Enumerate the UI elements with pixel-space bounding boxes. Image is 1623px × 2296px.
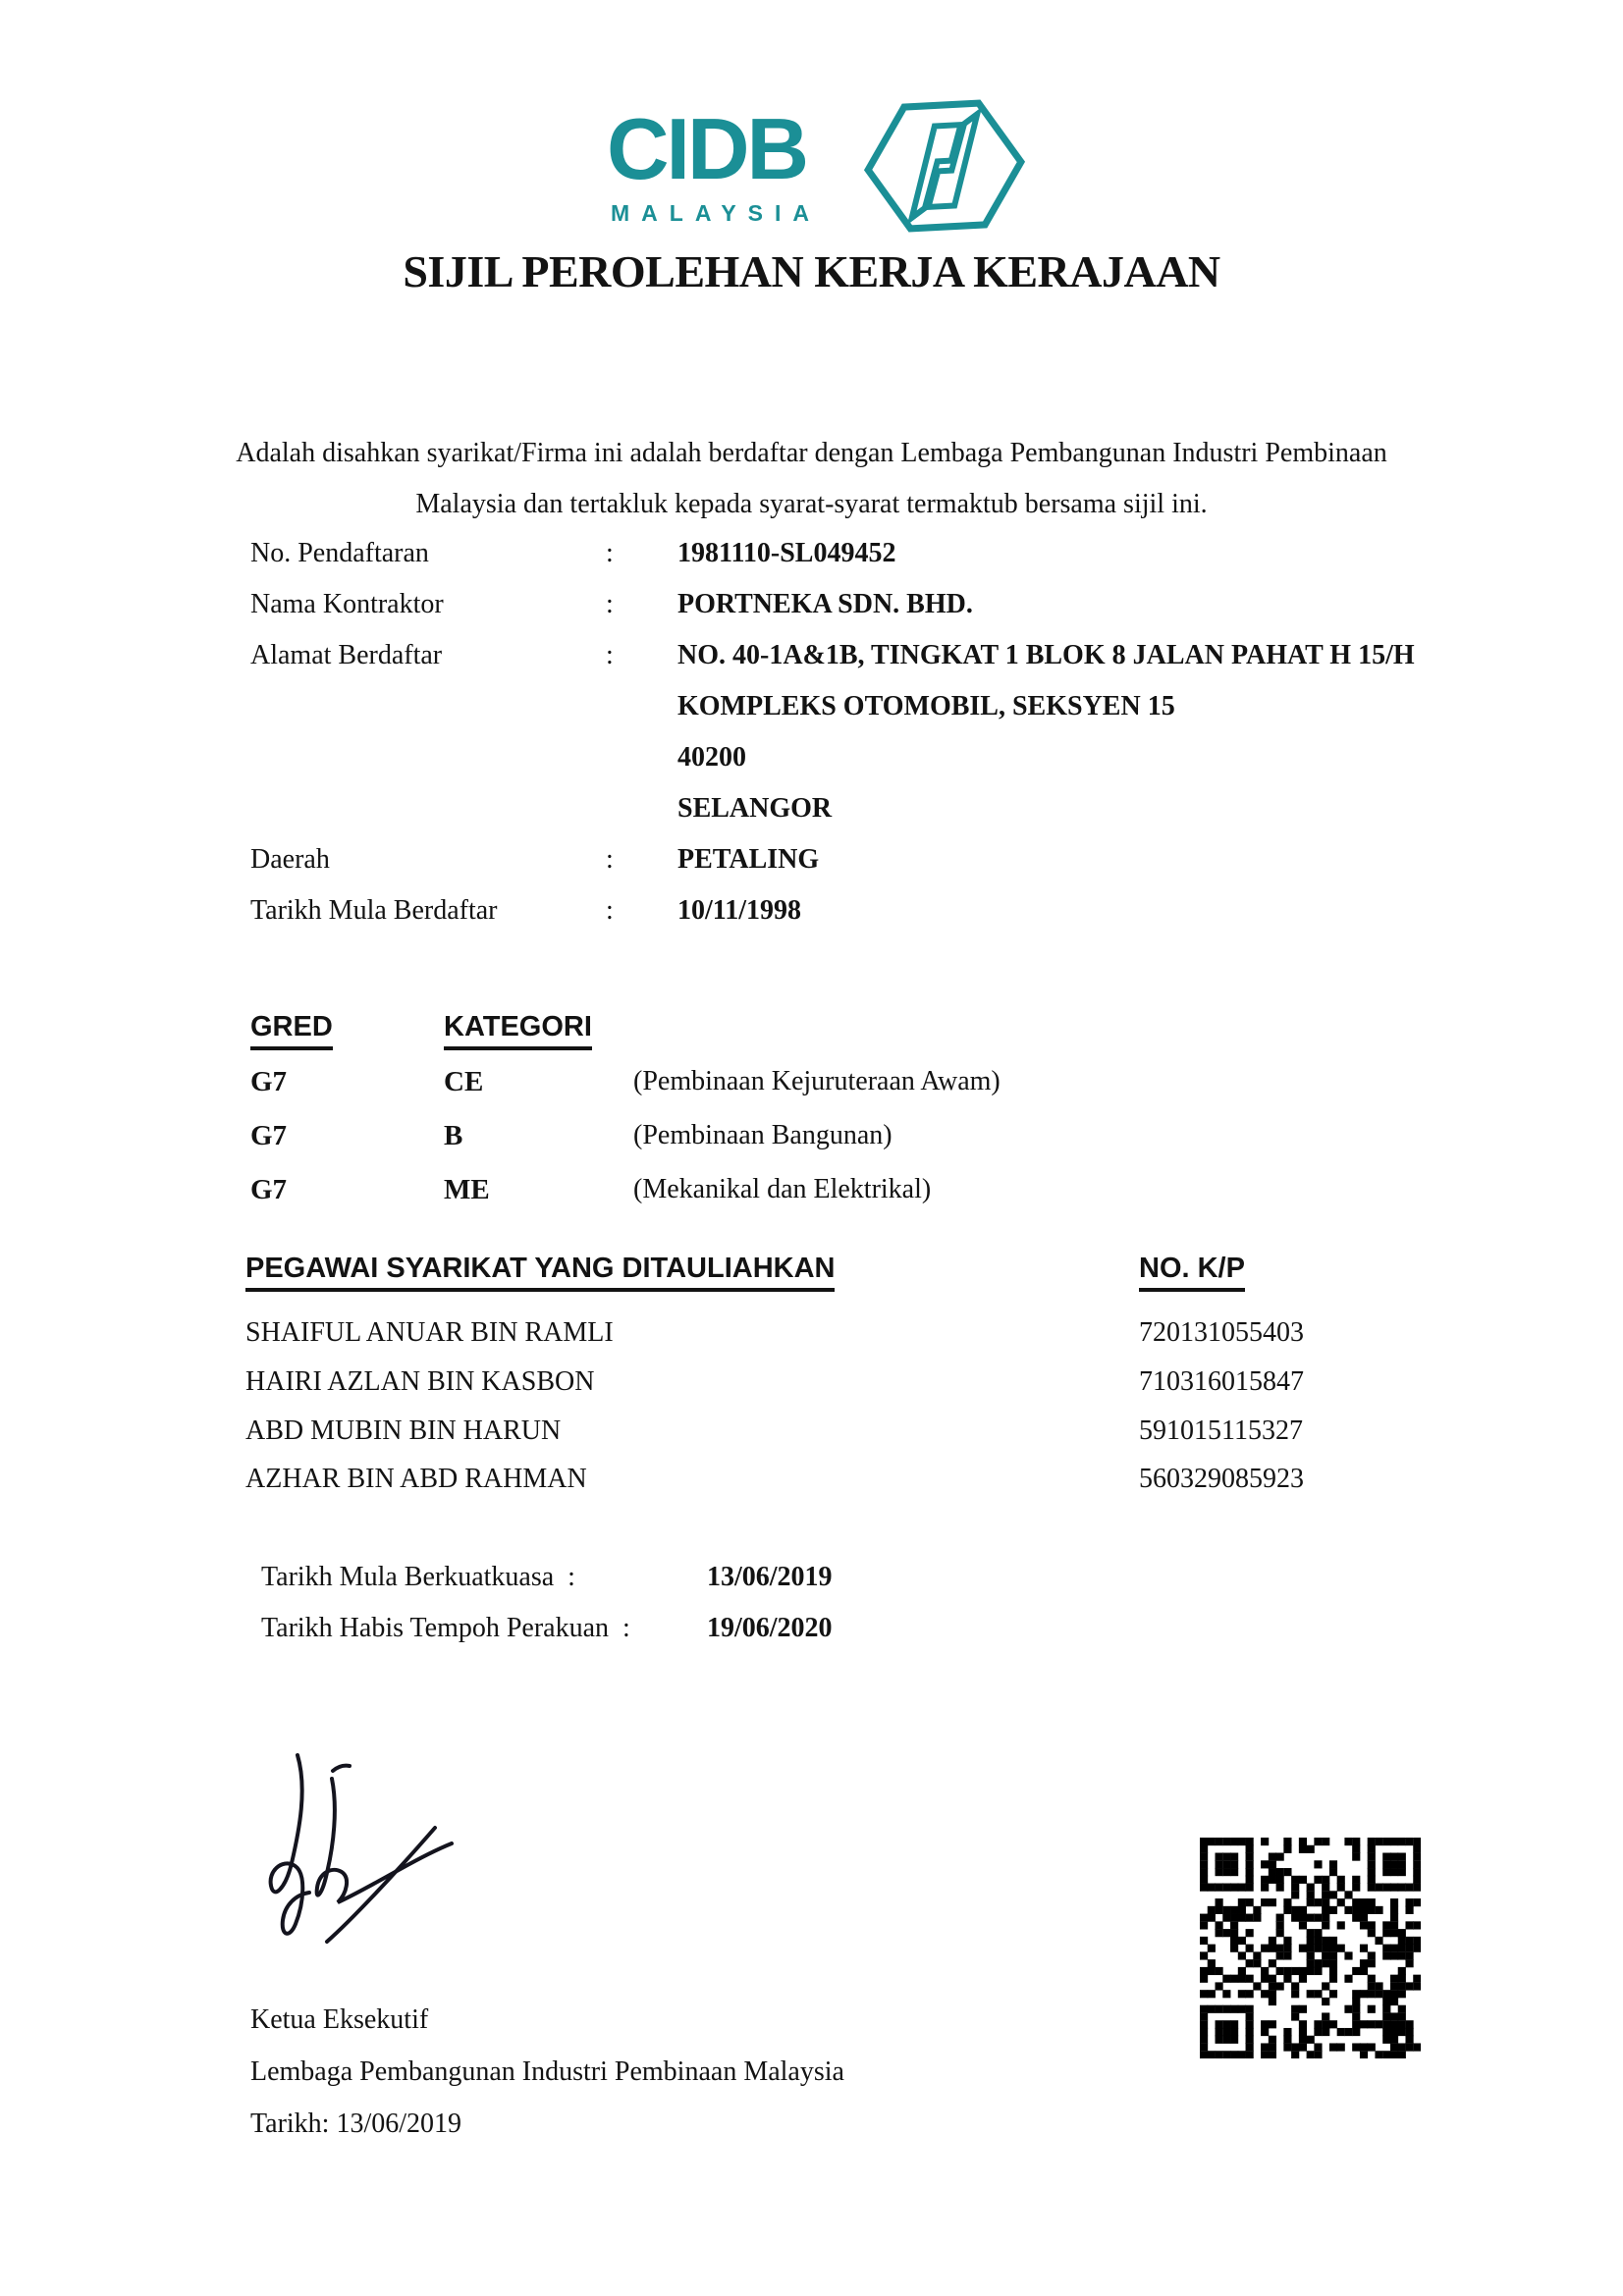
grade-value: G7 [250,1066,288,1097]
intro-line-1: Adalah disahkan syarikat/Firma ini adalah berdaftar dengan Lembaga Pembangunan Industri Pembinaan [236,438,1387,468]
address-line-3: 40200 [677,742,746,773]
signature-icon [239,1745,525,1973]
registration-no-value: 1981110-SL049452 [677,538,896,568]
cidb-logo-text: CIDB [607,100,807,197]
officer-id: 720131055403 [1139,1317,1304,1348]
category-description: (Pembinaan Bangunan) [633,1120,893,1150]
officer-name: AZHAR BIN ABD RAHMAN [245,1464,587,1494]
detail-row-address-3 [250,742,1468,781]
cidb-logo [607,100,821,227]
address-label: Alamat Berdaftar [250,640,443,670]
category-value: ME [444,1174,490,1205]
signatory-organization: Lembaga Pembangunan Industri Pembinaan Malaysia [250,2056,844,2087]
officer-name: SHAIFUL ANUAR BIN RAMLI [245,1317,614,1348]
address-line-1: NO. 40-1A&1B, TINGKAT 1 BLOK 8 JALAN PAHAT H 15/H [677,640,1415,670]
signatory-title: Ketua Eksekutif [250,2004,429,2035]
officer-id: 710316015847 [1139,1366,1304,1397]
colon: : [606,844,614,875]
address-line-4: SELANGOR [677,793,833,824]
colon: : [606,589,614,619]
colon: : [606,640,614,670]
grade-value: G7 [250,1174,288,1205]
qr-code [1200,1838,1421,2058]
category-description: (Pembinaan Kejuruteraan Awam) [633,1066,1001,1096]
officer-id: 560329085923 [1139,1464,1304,1494]
grade-row [250,1066,1330,1107]
validity-end-value: 19/06/2020 [707,1613,833,1643]
colon: : [606,538,614,568]
registration-no-label: No. Pendaftaran [250,538,429,568]
validity-start-row [261,1562,1145,1601]
officer-row [245,1415,1463,1455]
detail-row-registration-date [250,895,1468,934]
validity-end-row [261,1613,1145,1652]
grade-column-header: GRED [250,1011,333,1050]
grade-row [250,1120,1330,1161]
signatory-date: Tarikh: 13/06/2019 [250,2109,462,2139]
category-value: B [444,1120,463,1151]
category-value: CE [444,1066,484,1097]
district-label: Daerah [250,844,330,875]
officer-row [245,1317,1463,1357]
grade-value: G7 [250,1120,288,1151]
officer-row [245,1366,1463,1406]
cidb-logo-country-text: MALAYSIA [611,200,821,226]
contractor-name-value: PORTNEKA SDN. BHD. [677,589,973,619]
cidb-hexagon-icon [860,94,1029,240]
colon: : [606,895,614,926]
intro-line-2: Malaysia dan tertakluk kepada syarat-syarat termaktub bersama sijil ini. [415,489,1208,519]
officers-header: PEGAWAI SYARIKAT YANG DITAULIAHKAN [245,1253,835,1292]
registration-date-value: 10/11/1998 [677,895,802,926]
officer-name: HAIRI AZLAN BIN KASBON [245,1366,595,1397]
category-description: (Mekanikal dan Elektrikal) [633,1174,932,1204]
grade-table-header-row [250,1011,1330,1052]
officers-header-row [245,1253,1463,1292]
page-title: SIJIL PEROLEHAN KERJA KERAJAAN [403,246,1220,296]
officer-name: ABD MUBIN BIN HARUN [245,1415,562,1446]
detail-row-address [250,640,1468,679]
detail-row-address-2 [250,691,1468,730]
detail-row-contractor-name [250,589,1468,628]
grade-row [250,1174,1330,1215]
registration-date-label: Tarikh Mula Berdaftar [250,895,498,926]
detail-row-district [250,844,1468,883]
colon: : [568,1562,575,1592]
validity-start-label: Tarikh Mula Berkuatkuasa [261,1562,555,1592]
officer-row [245,1464,1463,1503]
contractor-name-label: Nama Kontraktor [250,589,444,619]
address-line-2: KOMPLEKS OTOMOBIL, SEKSYEN 15 [677,691,1175,721]
detail-row-address-4 [250,793,1468,832]
colon: : [622,1613,630,1643]
validity-end-label: Tarikh Habis Tempoh Perakuan [261,1613,610,1643]
officer-id: 591015115327 [1139,1415,1303,1446]
category-column-header: KATEGORI [444,1011,592,1050]
district-value: PETALING [677,844,820,875]
officers-id-header: NO. K/P [1139,1253,1245,1292]
detail-row-registration-no [250,538,1468,577]
validity-start-value: 13/06/2019 [707,1562,833,1592]
intro-paragraph [0,428,1623,530]
